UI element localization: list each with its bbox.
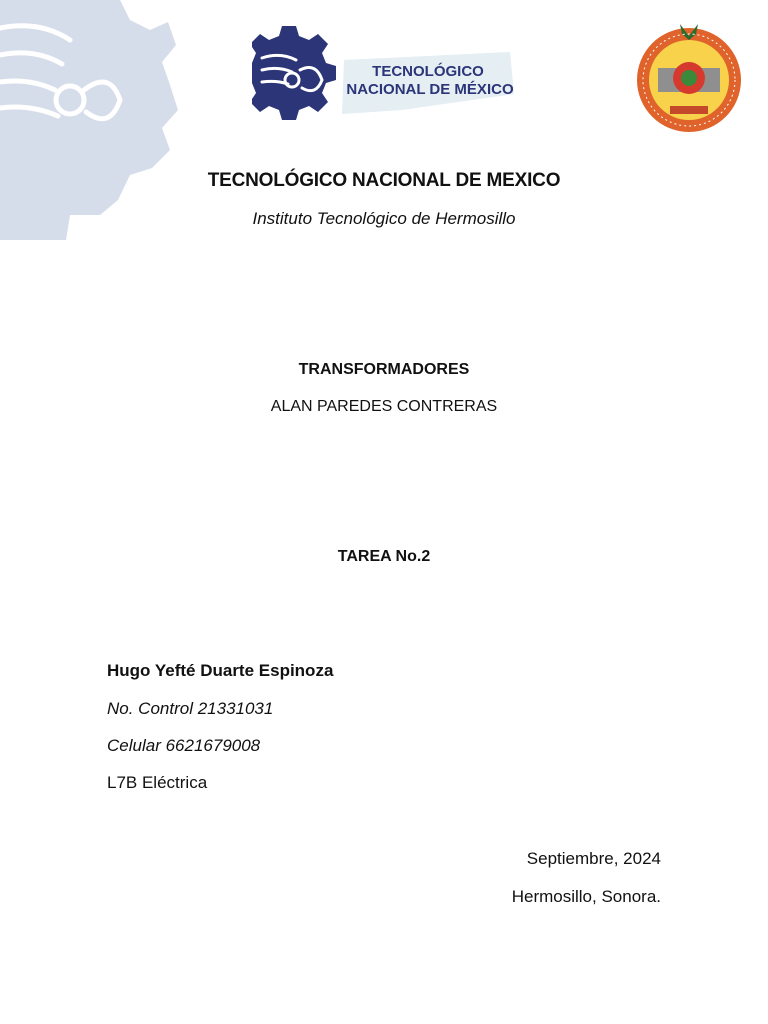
- page-title: TECNOLÓGICO NACIONAL DE MEXICO: [207, 170, 561, 191]
- phone-label: Celular: [107, 736, 161, 755]
- group-name: L7B Eléctrica: [107, 773, 208, 792]
- institute-name: Instituto Tecnológico de Hermosillo: [252, 209, 516, 228]
- phone-line: [107, 736, 260, 756]
- teacher-name: ALAN PAREDES CONTRERAS: [270, 398, 498, 415]
- subject-title: TRANSFORMADORES: [298, 361, 470, 378]
- phone-value: 6621679008: [165, 736, 261, 755]
- ith-seal: [636, 22, 742, 136]
- place-text: Hermosillo, Sonora.: [511, 887, 661, 906]
- assignment-title: TAREA No.2: [337, 548, 431, 565]
- date-text: Septiembre, 2024: [526, 849, 661, 868]
- control-number: No. Control 21331031: [107, 699, 274, 718]
- tecnm-logo: [252, 22, 516, 138]
- student-name: Hugo Yefté Duarte Espinoza: [107, 661, 334, 680]
- gear-watermark-icon: [0, 0, 180, 240]
- logo-text-line2: NACIONAL DE MÉXICO: [346, 81, 514, 98]
- logo-text-line1: TECNOLÓGICO: [372, 63, 484, 80]
